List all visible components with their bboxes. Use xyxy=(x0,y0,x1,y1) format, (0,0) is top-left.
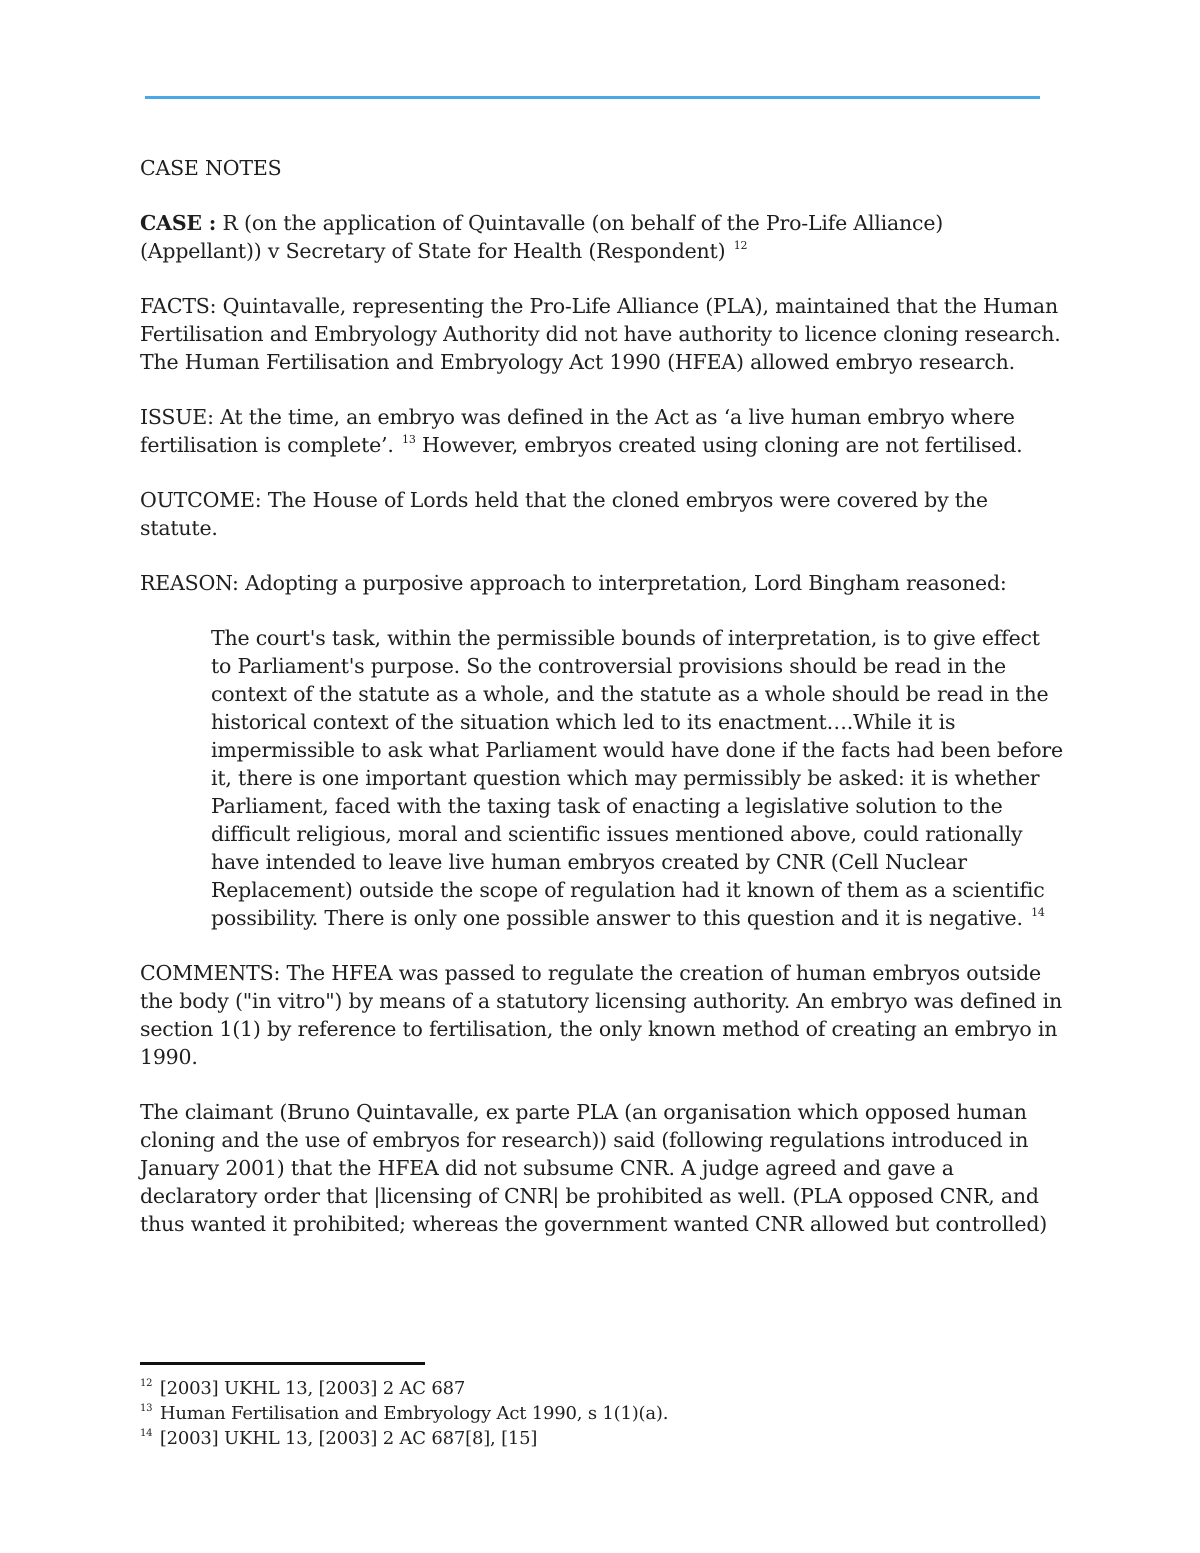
footnote-12 xyxy=(140,1376,1040,1401)
footnote-text: Human Fertilisation and Embryology Act 1990, s 1(1)(a). xyxy=(154,1403,669,1424)
case-paragraph xyxy=(140,209,1070,265)
footnotes xyxy=(140,1376,1040,1451)
footnote-ref-13[interactable]: 13 xyxy=(402,433,416,446)
quote-text: The court's task, within the permissible bounds of interpretation, is to give effect to Parliament's purpose. So the controversial provisions should be read in the context of the statute as a whole, and the statute as a whole should be read in the historical context of the situation which led to its enactment….While it is impermissible to ask what Parliament would have done if the facts had been before it, there is one important question which may permissibly be asked: it is whether Parliament, faced with the taxing task of enacting a legislative solution to the difficult religious, moral and scientific issues mentioned above, could rationally have intended to leave live human embryos created by CNR (Cell Nuclear Replacement) outside the scope of regulation had it known of them as a scientific possibility. There is only one possible answer to this question and it is negative. xyxy=(211,626,1063,930)
issue-text-before: ISSUE: At the time, an embryo was defined in the Act as ‘a live human embryo where fertilisation is complete’. xyxy=(140,405,1015,457)
facts-paragraph: FACTS: Quintavalle, representing the Pro-Life Alliance (PLA), maintained that the Human Fertilisation and Embryology Authority did not have authority to licence cloning research. The Human Fertilisation and Embryology Act 1990 (HFEA) allowed embryo research. xyxy=(140,294,1061,374)
case-note-body xyxy=(140,154,1070,1265)
footnote-ref-12[interactable]: 12 xyxy=(733,239,748,252)
footnote-text: [2003] UKHL 13, [2003] 2 AC 687[8], [15] xyxy=(154,1428,538,1449)
claimant-paragraph: The claimant (Bruno Quintavalle, ex parte PLA (an organisation which opposed human cloning and the use of embryos for research)) said (following regulations introduced in January 2001) that the HFEA did not subsume CNR. A judge agreed and gave a declaratory order that |licensing of CNR| be prohibited as well. (PLA opposed CNR, and thus wanted it prohibited; whereas the government wanted CNR allowed but controlled) xyxy=(140,1100,1048,1236)
footnote-separator xyxy=(140,1362,425,1365)
page-heading: CASE NOTES xyxy=(140,156,282,180)
footnote-text: [2003] UKHL 13, [2003] 2 AC 687 xyxy=(154,1378,466,1399)
case-title: R (on the application of Quintavalle (on behalf of the Pro-Life Alliance) (Appellant)) v Secretary of State for Health (Respondent) xyxy=(140,211,944,263)
footnote-14 xyxy=(140,1426,1040,1451)
reason-paragraph: REASON: Adopting a purposive approach to interpretation, Lord Bingham reasoned: xyxy=(140,571,1007,595)
case-label: CASE : xyxy=(140,211,217,235)
header-rule xyxy=(145,96,1040,99)
footnote-ref-14[interactable]: 14 xyxy=(1031,906,1045,919)
comments-paragraph: COMMENTS: The HFEA was passed to regulate the creation of human embryos outside the body ("in vitro") by means of a statutory licensing authority. An embryo was defined in section 1(1) by reference to fertilisation, the only known method of creating an embryo in 1990. xyxy=(140,961,1063,1069)
footnote-13 xyxy=(140,1401,1040,1426)
issue-text-after: However, embryos created using cloning are not fertilised. xyxy=(415,433,1023,457)
footnote-number: 14 xyxy=(140,1428,153,1439)
block-quote xyxy=(211,624,1066,932)
outcome-paragraph: OUTCOME: The House of Lords held that the cloned embryos were covered by the statute. xyxy=(140,488,988,540)
issue-paragraph xyxy=(140,403,1070,459)
footnote-number: 13 xyxy=(140,1403,153,1414)
footnote-number: 12 xyxy=(140,1378,153,1389)
